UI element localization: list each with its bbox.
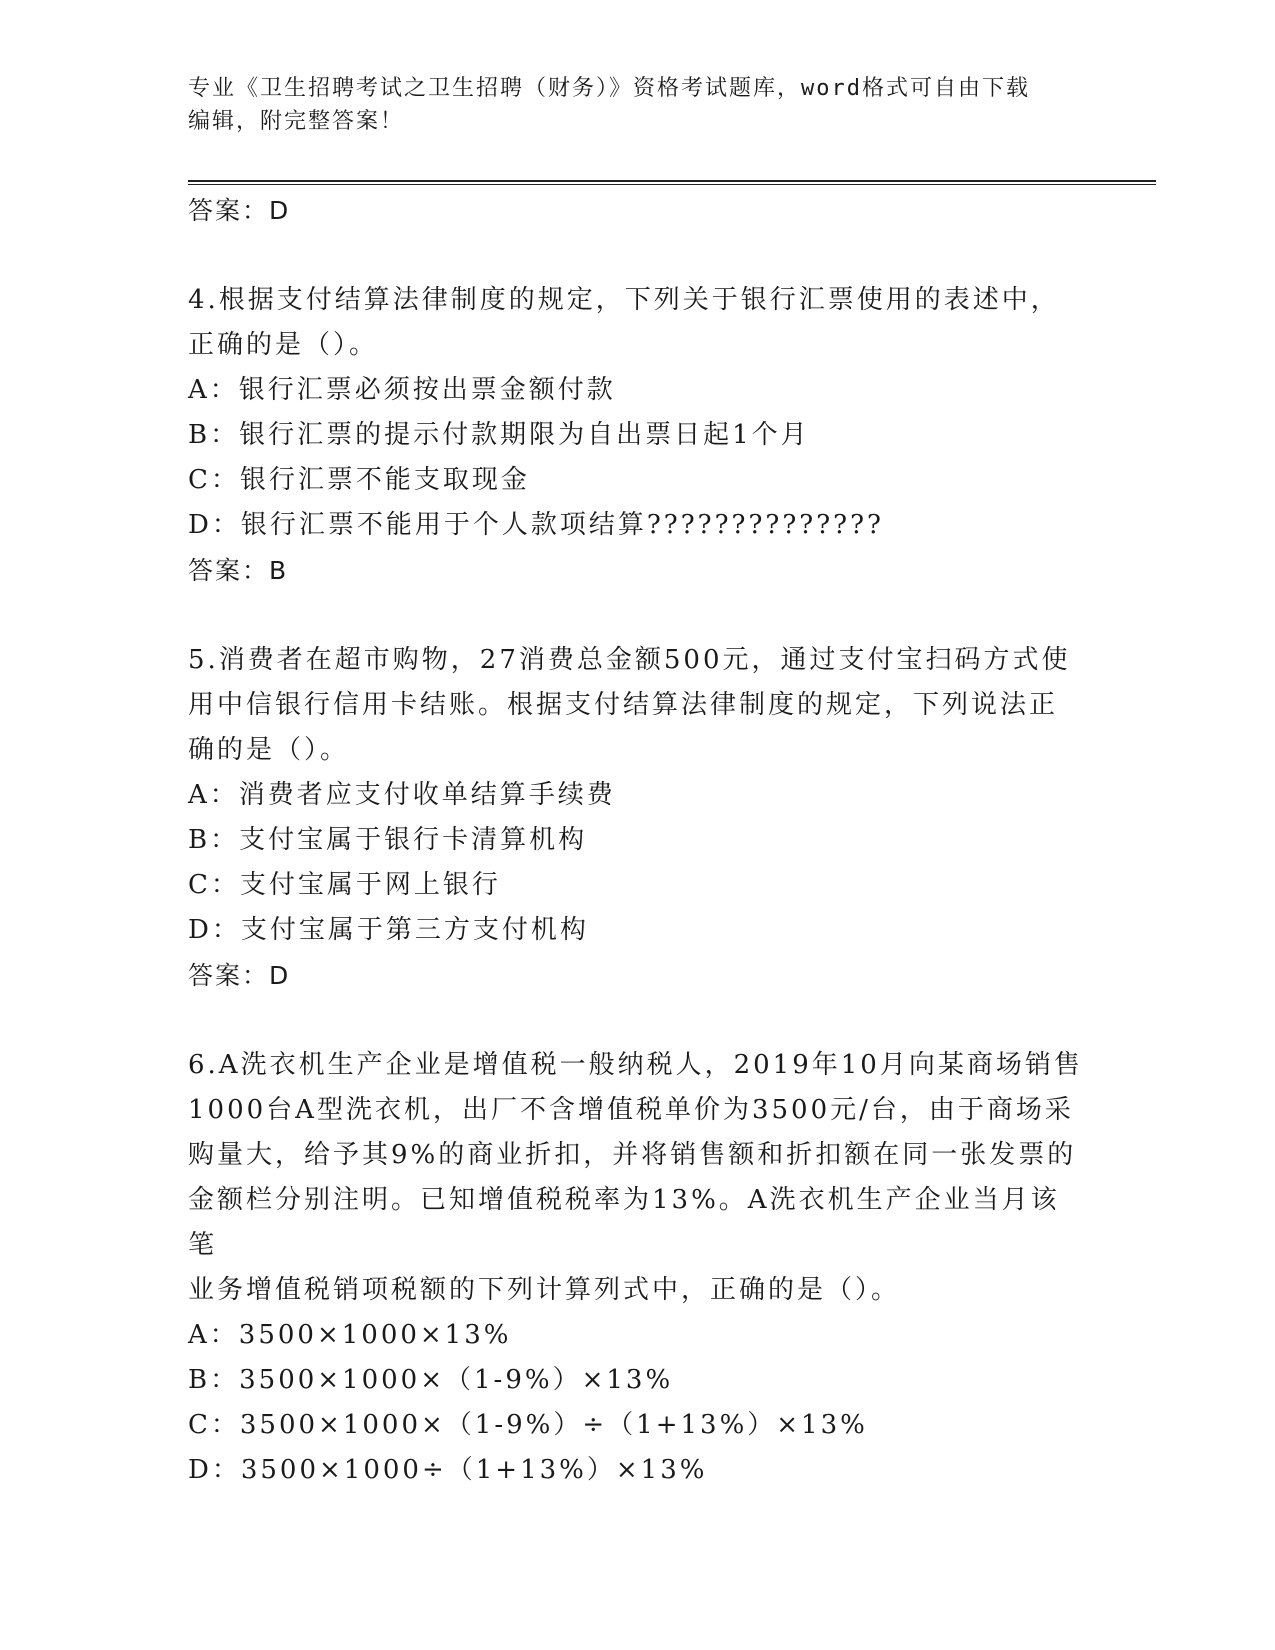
question-stem-line: 5.消费者在超市购物，27消费总金额500元，通过支付宝扫码方式使 [188,645,1071,675]
option-d: D：支付宝属于第三方支付机构 [188,915,589,945]
option-a: A：3500×1000×13% [188,1320,512,1350]
question-block [188,1043,1088,1493]
document-header [188,72,1088,138]
option-b: B：3500×1000×（1-9%）×13% [188,1365,674,1395]
question-content [188,188,1088,1493]
question-stem-line: 1000台A型洗衣机，出厂不含增值税单价为3500元/台，由于商场采 [188,1095,1074,1125]
option-a: A：消费者应支付收单结算手续费 [188,780,616,810]
question-stem-line: 6.A洗衣机生产企业是增值税一般纳税人，2019年10月向某商场销售 [188,1050,1083,1080]
question-stem-line: 金额栏分别注明。已知增值税税率为13%。A洗衣机生产企业当月该笔 [188,1185,1060,1260]
question-stem-line: 正确的是（）。 [188,330,379,360]
question-block [188,278,1088,594]
option-a: A：银行汇票必须按出票金额付款 [188,375,616,405]
header-divider-thick [188,180,1156,182]
option-b: B：银行汇票的提示付款期限为自出票日起1个月 [188,420,810,450]
answer-line: 答案：D [188,961,291,990]
header-line-2: 编辑，附完整答案！ [188,109,405,134]
answer-line: 答案：D [188,196,291,225]
question-stem-line: 确的是（）。 [188,735,350,765]
header-line-1: 专业《卫生招聘考试之卫生招聘（财务）》资格考试题库，word格式可自由下载 [188,76,1030,101]
question-stem-line: 4.根据支付结算法律制度的规定，下列关于银行汇票使用的表述中， [188,285,1060,315]
option-b: B：支付宝属于银行卡清算机构 [188,825,588,855]
option-c: C：3500×1000×（1-9%）÷（1+13%）×13% [188,1410,868,1440]
header-divider-thin [188,184,1156,185]
option-d: D：3500×1000÷（1+13%）×13% [188,1455,708,1485]
option-d: D：银行汇票不能用于个人款项结算?????????????? [188,510,884,540]
question-stem-line: 用中信银行信用卡结账。根据支付结算法律制度的规定，下列说法正 [188,690,1059,720]
answer-line: 答案：B [188,556,289,585]
question-block [188,638,1088,999]
option-c: C：银行汇票不能支取现金 [188,465,530,495]
question-stem-line: 购量大，给予其9%的商业折扣，并将销售额和折扣额在同一张发票的 [188,1140,1077,1170]
question-stem-line: 业务增值税销项税额的下列计算列式中，正确的是（）。 [188,1275,901,1305]
option-c: C：支付宝属于网上银行 [188,870,501,900]
